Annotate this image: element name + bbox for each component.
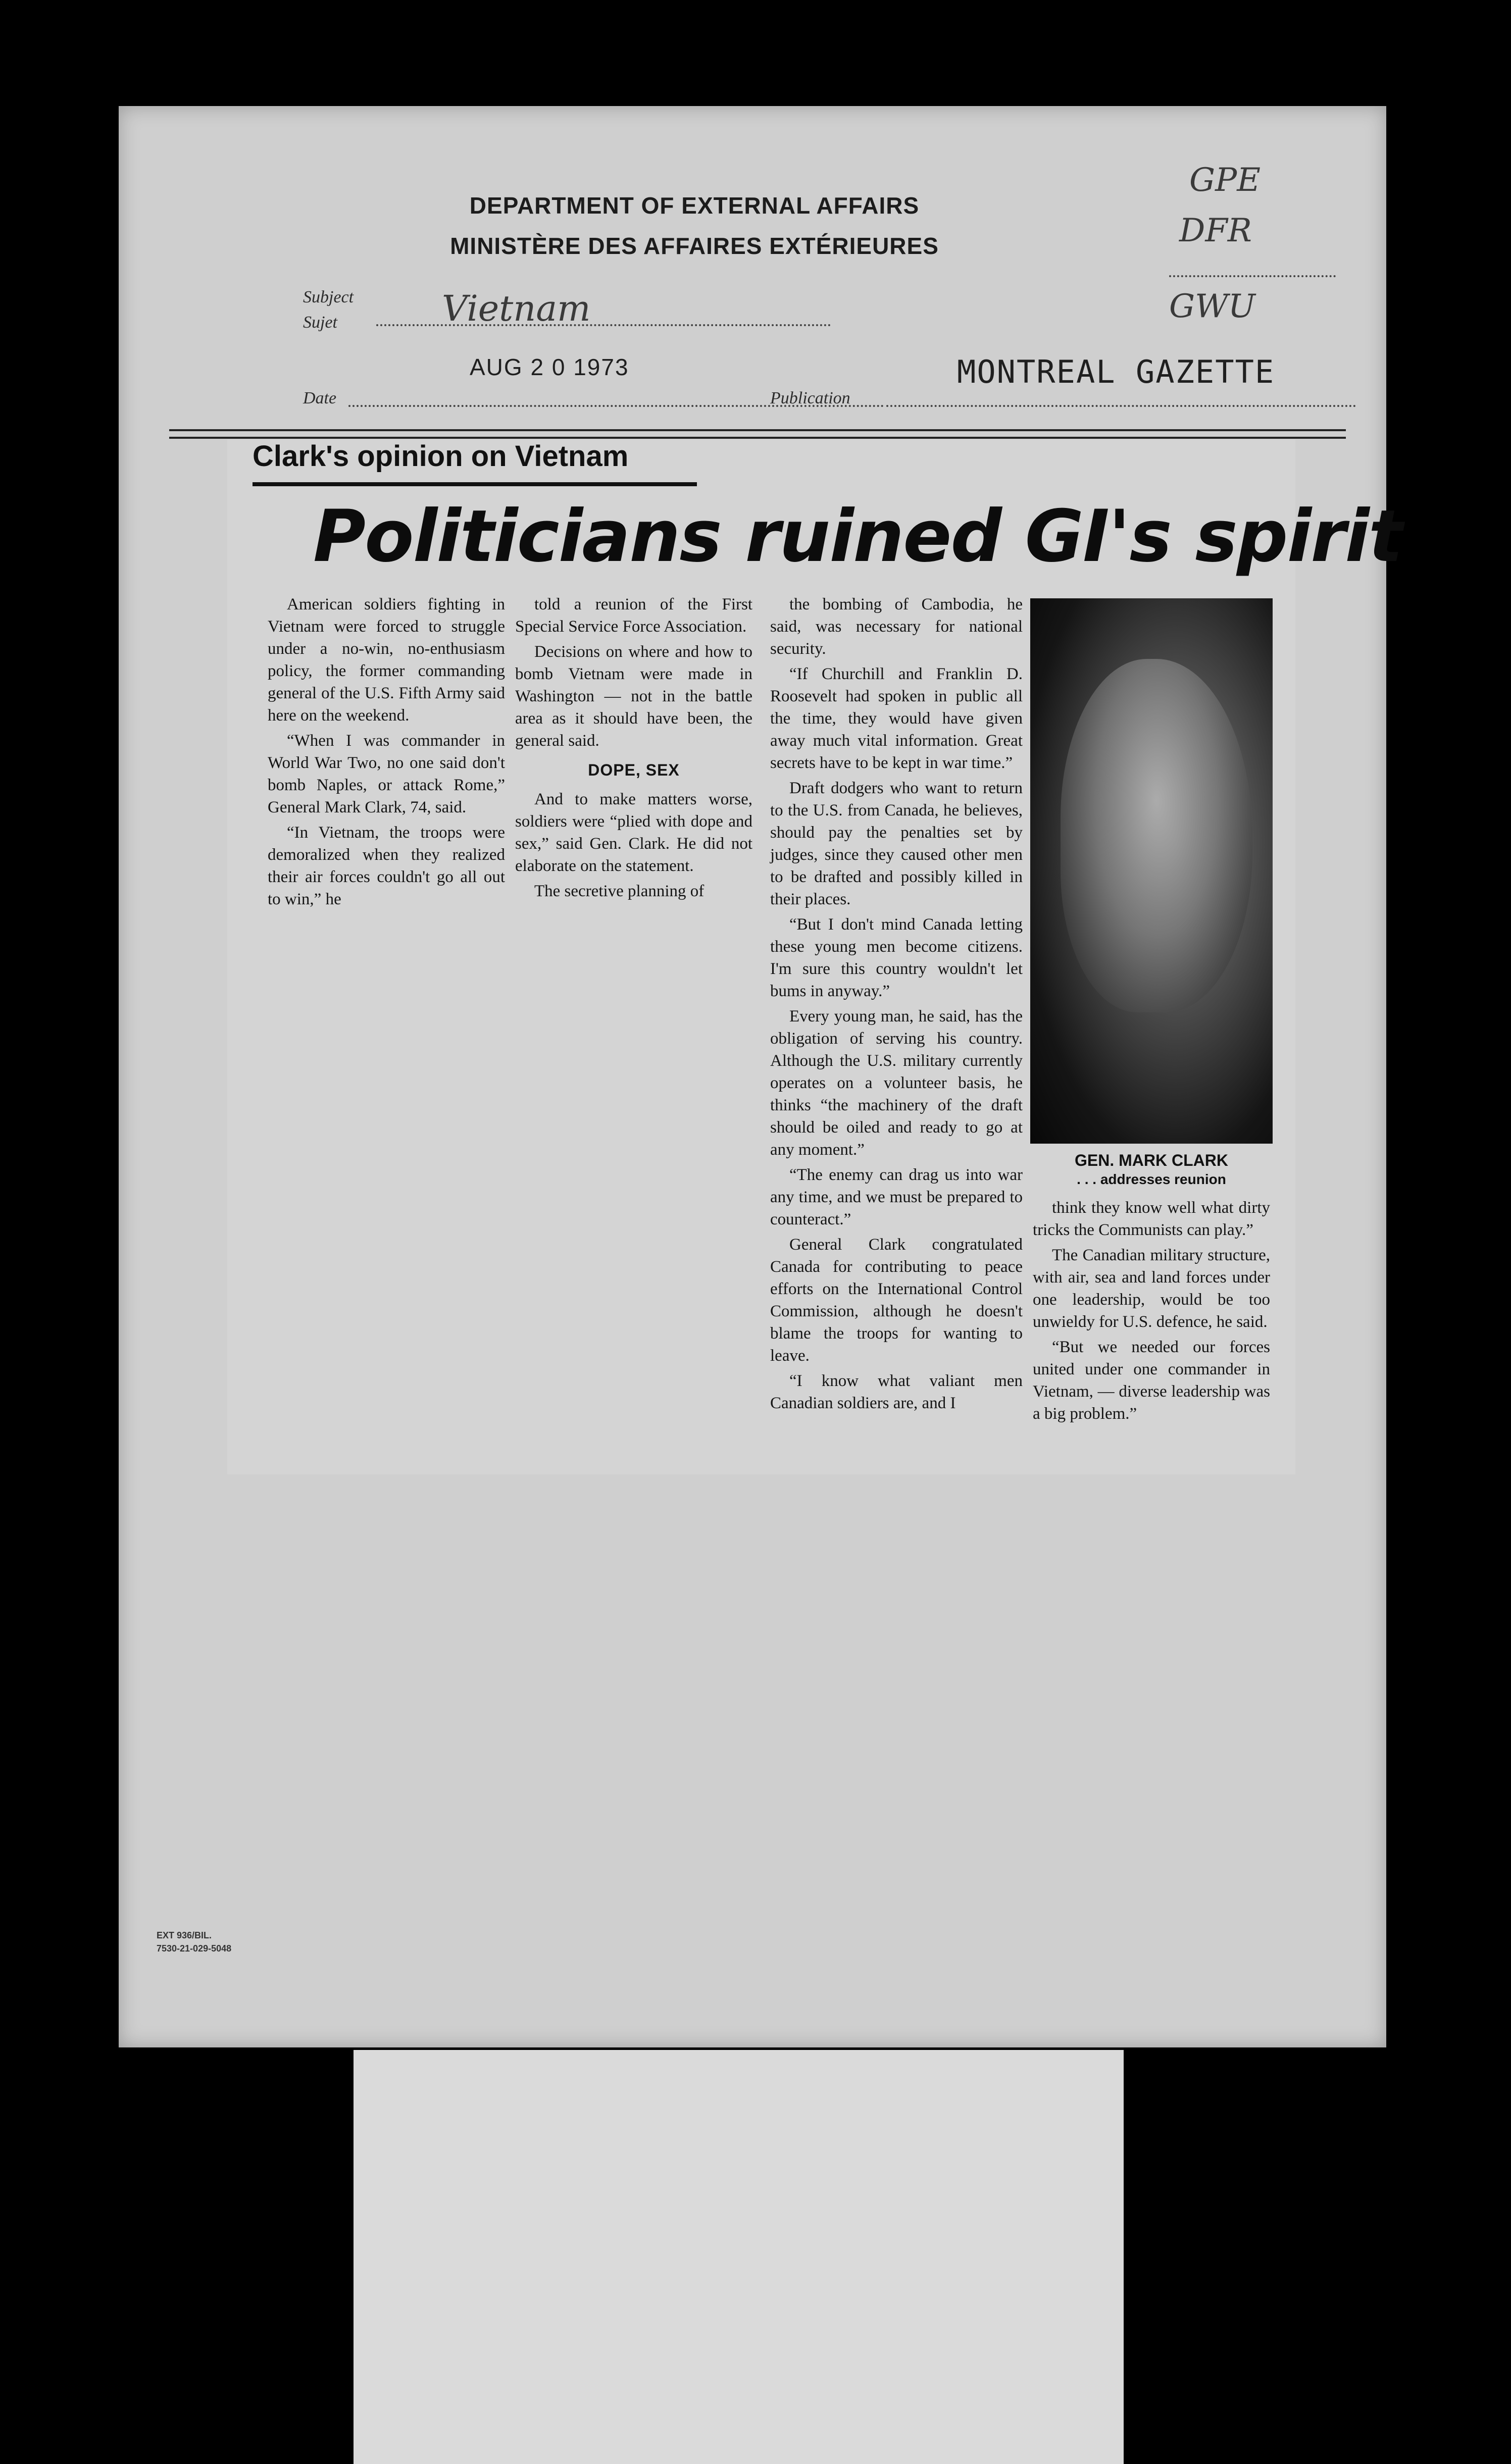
paragraph: the bombing of Cambodia, he said, was necessary for national security. xyxy=(770,595,1023,658)
publication-label: Publication xyxy=(770,389,850,407)
paragraph: “If Churchill and Franklin D. Roosevelt had spoken in public all the time, they would have given away much vital information. Great secrets have to be kept in war time.” xyxy=(770,665,1023,772)
sujet-label: Sujet xyxy=(303,313,337,332)
publication-name: MONTREAL GAZETTE xyxy=(957,353,1275,390)
form-rule-top xyxy=(169,429,1346,431)
department-name-en: DEPARTMENT OF EXTERNAL AFFAIRS xyxy=(469,192,920,219)
paragraph: General Clark congratulated Canada for contributing to peace efforts on the International Control Commission, although he doesn't blame the troops for wanting to leave. xyxy=(770,1236,1023,1365)
paragraph: “But I don't mind Canada letting these young men become citizens. I'm sure this country wouldn't let bums in anyway.” xyxy=(770,915,1023,1000)
article-column-1 xyxy=(268,593,505,913)
paragraph: “But we needed our forces united under one commander in Vietnam, — diverse leadership was a big problem.” xyxy=(1033,1338,1270,1423)
article-column-4 xyxy=(1033,1197,1270,1428)
paragraph: think they know well what dirty tricks the Communists can play.” xyxy=(1033,1199,1270,1239)
newspaper-clipping xyxy=(227,439,1402,1474)
paragraph: Decisions on where and how to bomb Vietnam were made in Washington — not in the battle area as it should have been, the general said. xyxy=(515,643,752,750)
paragraph: Draft dodgers who want to return to the U.S. from Canada, he believes, should pay the penalties set by judges, since they caused other men to be drafted and possibly killed in their places. xyxy=(770,779,1023,908)
photo-subcaption: . . . addresses reunion xyxy=(1077,1171,1226,1187)
date-stamp: AUG 2 0 1973 xyxy=(470,354,629,380)
handwritten-dotted-line xyxy=(1169,275,1336,277)
portrait-face xyxy=(1061,659,1252,1012)
department-name-fr: MINISTÈRE DES AFFAIRES EXTÉRIEURES xyxy=(450,233,939,259)
article-column-2 xyxy=(515,593,752,905)
paragraph: “In Vietnam, the troops were demoralized when they realized their air forces couldn't go all out to win,” he xyxy=(268,824,505,908)
paragraph: “The enemy can drag us into war any time, and we must be prepared to counteract.” xyxy=(770,1166,1023,1228)
mark-clark-photo xyxy=(1030,598,1273,1144)
subject-label: Subject xyxy=(303,288,354,306)
article-subhead: DOPE, SEX xyxy=(588,761,680,779)
paragraph: The secretive planning of xyxy=(534,882,704,900)
form-number-line-2: 7530-21-029-5048 xyxy=(157,1943,232,1954)
date-label: Date xyxy=(303,389,337,407)
form-rule-bottom xyxy=(169,437,1346,439)
paragraph: “When I was commander in World War Two, no one said don't bomb Naples, or attack Rome,” General Mark Clark, 74, said. xyxy=(268,732,505,816)
form-number-line-1: EXT 936/BIL. xyxy=(157,1930,212,1940)
paragraph: And to make matters worse, soldiers were “plied with dope and sex,” said Gen. Clark. He did not elaborate on the statement. xyxy=(515,790,752,875)
paper-slip xyxy=(354,2050,1124,2464)
publication-line xyxy=(886,405,1356,407)
article-kicker: Clark's opinion on Vietnam xyxy=(253,440,629,473)
photo-caption: GEN. MARK CLARK xyxy=(1075,1151,1228,1169)
article-column-3 xyxy=(770,593,1023,1417)
paragraph: American soldiers fighting in Vietnam were forced to struggle under a no-win, no-enthusiasm policy, the former commanding general of the U.S. Fifth Army said here on the weekend. xyxy=(268,595,505,725)
handwritten-note-3: GWU xyxy=(1169,288,1255,325)
handwritten-note-2: DFR xyxy=(1179,212,1252,249)
kicker-underline xyxy=(253,482,697,486)
handwritten-note-1: GPE xyxy=(1189,162,1261,199)
article-headline: Politicians ruined GI's spirit xyxy=(313,495,1402,578)
paragraph: “I know what valiant men Canadian soldiers are, and I xyxy=(770,1372,1023,1412)
paragraph: Every young man, he said, has the obligation of serving his country. Although the U.S. military currently operates on a volunteer basis, he thinks “the machinery of the draft should be oiled and ready to go at any moment.” xyxy=(770,1007,1023,1159)
paragraph: The Canadian military structure, with air, sea and land forces under one leadership, would be too unwieldy for U.S. defence, he said. xyxy=(1033,1246,1270,1331)
subject-handwritten: Vietnam xyxy=(442,288,591,329)
form-number xyxy=(157,1929,231,1955)
paragraph: told a reunion of the First Special Service Force Association. xyxy=(515,595,752,636)
